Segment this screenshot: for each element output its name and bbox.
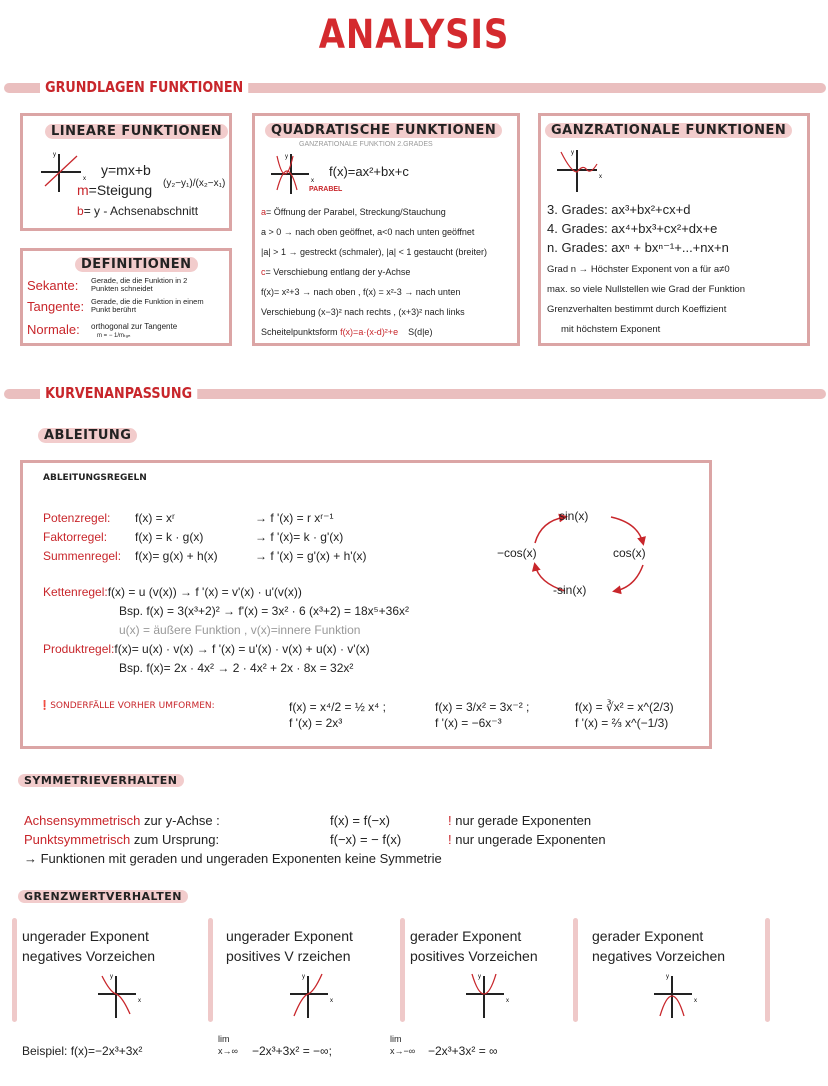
svg-text:y: y — [53, 152, 56, 158]
parabel-label: PARABEL — [309, 186, 343, 193]
note-line: f(x)= x²+3 → nach oben , f(x) = x²-3 → nach unten — [261, 287, 461, 297]
case-line: gerader Exponent — [592, 928, 704, 944]
case-f: f(x) = x⁴/2 = ½ x⁴ ; — [289, 700, 387, 714]
case-line: positives Vorzeichen — [410, 948, 538, 964]
svg-text:y: y — [478, 974, 481, 980]
rule-name: Kettenregel: — [43, 585, 108, 599]
note-line: |a| > 1 → gestreckt (schmaler), |a| < 1 gestaucht (breiter) — [261, 247, 487, 257]
term: Normale: — [27, 322, 80, 337]
case-line: negatives Vorzeichen — [592, 948, 726, 964]
rule-name: Summenregel: — [43, 549, 122, 563]
cycle-cos: cos(x) — [613, 546, 646, 560]
sonderfaelle-label — [39, 701, 215, 711]
case-d: f '(x) = ⅔ x^(−1/3) — [575, 716, 669, 730]
svg-text:x: x — [506, 998, 509, 1004]
symmetry-row — [24, 830, 606, 849]
scheitel-formula: f(x)=a·(x-d)²+e — [340, 327, 399, 337]
cycle-neg-cos: −cos(x) — [497, 546, 537, 560]
svg-text:x: x — [138, 998, 141, 1004]
lim-expression: −2x³+3x² = ∞ — [428, 1044, 498, 1058]
quadratisch-heading: QUADRATISCHE FUNKTIONEN — [265, 123, 502, 138]
definitionen-heading: DEFINITIONEN — [75, 257, 198, 272]
lineare-box — [20, 113, 232, 231]
sonderfall-case — [575, 699, 674, 731]
graph-odd-negative-icon — [92, 972, 148, 1020]
definition-item — [27, 276, 188, 295]
definition-item — [27, 297, 204, 316]
rule-row — [43, 547, 367, 566]
case-f: f(x) = 3/x² = 3x⁻² ; — [435, 700, 530, 714]
divider — [12, 918, 17, 1022]
linear-formula: y=mx+b — [101, 162, 151, 178]
rule-formula: f(x) = u (v(x)) → f '(x) = v'(x) · u'(v(x)) — [107, 585, 302, 599]
rule-formula: f(x)= u(x) · v(x) → f '(x) = u'(x) · v(x) + u(x) · v'(x) — [114, 642, 370, 656]
rule-f: f(x)= g(x) + h(x) — [135, 549, 218, 563]
ableitungsregeln-heading: ABLEITUNGSREGELN — [43, 473, 147, 483]
note-line: = Öffnung der Parabel, Streckung/Stauchung — [266, 207, 446, 217]
lineare-heading: LINEARE FUNKTIONEN — [45, 124, 228, 139]
exclamation-icon: ! — [448, 813, 452, 828]
slope-fraction: (y₂−y₁)/(x₂−x₁) — [163, 178, 226, 189]
svg-text:x: x — [694, 998, 697, 1004]
polynomial-graph-icon — [555, 148, 611, 194]
svg-text:y: y — [666, 974, 669, 980]
svg-text:x: x — [83, 176, 86, 182]
symmetry-row — [24, 811, 606, 830]
sonderfall-case — [435, 699, 529, 731]
ableitung-heading: ABLEITUNG — [38, 428, 137, 443]
note-line: mit höchstem Exponent — [561, 324, 661, 335]
symmetry-formula: f(x) = f(−x) — [330, 813, 390, 828]
case-line: positives V rzeichen — [226, 948, 351, 964]
case-d: f '(x) = −6x⁻³ — [435, 716, 502, 730]
page-title: ANALYSIS — [318, 12, 510, 58]
symmetry-rest: zur y-Achse : — [143, 813, 220, 828]
symmetrie-rows — [24, 811, 606, 868]
case-d: f '(x) = 2x³ — [289, 716, 343, 730]
lim-label: lim — [218, 1034, 230, 1044]
lim-sub: x→∞ — [218, 1046, 238, 1056]
beispiel-function: Beispiel: f(x)=−2x³+3x² — [22, 1044, 143, 1058]
lim-expression: −2x³+3x² = −∞; — [252, 1044, 332, 1058]
svg-text:x: x — [311, 178, 314, 184]
case-line: gerader Exponent — [410, 928, 522, 944]
graph-odd-positive-icon — [284, 972, 340, 1020]
section-title-grundlagen: GRUNDLAGEN FUNKTIONEN — [40, 78, 248, 96]
grade-line: 4. Grades: ax⁴+bx³+cx²+dx+e — [547, 221, 718, 236]
c-label: c — [261, 267, 266, 277]
note-line: Grad n → Höchster Exponent von a für a≠0 — [547, 264, 730, 275]
quadratisch-notes — [261, 202, 487, 342]
desc: Gerade, die die Funktion in 2 Punkten schneidet — [91, 276, 188, 293]
rule-f: f(x) = xʳ — [135, 511, 175, 525]
grenzwert-heading: GRENZWERTVERHALTEN — [18, 890, 188, 903]
symmetry-term: Achsensymmetrisch — [24, 813, 141, 828]
symmetry-formula: f(−x) = − f(x) — [330, 832, 402, 847]
note-line: max. so viele Nullstellen wie Grad der Funktion — [547, 284, 746, 295]
divider — [400, 918, 405, 1022]
b-text: = y - Achsenabschnitt — [83, 204, 199, 218]
ganzrational-notes — [547, 260, 745, 340]
case-line: ungerader Exponent — [226, 928, 353, 944]
limit-case — [592, 926, 725, 966]
symmetrie-heading: SYMMETRIEVERHALTEN — [18, 774, 184, 787]
rule-example: Bsp. f(x) = 3(x³+2)² → f'(x) = 3x² · 6 (x³+2) = 18x⁵+36x² — [119, 604, 410, 618]
quadratisch-box — [252, 113, 520, 346]
svg-text:y: y — [285, 154, 288, 160]
note-line: a > 0 → nach oben geöffnet, a<0 nach unten geöffnet — [261, 227, 475, 237]
ableitungsregeln-box — [20, 460, 712, 749]
exclamation-icon: ❗ — [39, 701, 51, 711]
limit-case — [226, 926, 353, 966]
cycle-sin: sin(x) — [559, 509, 589, 523]
divider — [573, 918, 578, 1022]
rule-d: → f '(x) = r xʳ⁻¹ — [255, 511, 334, 525]
sonderfall-case — [289, 699, 386, 731]
svg-text:y: y — [110, 974, 113, 980]
exclamation-icon: ! — [448, 832, 452, 847]
limit-case — [22, 926, 155, 966]
note-line: Verschiebung (x−3)² nach rechts , (x+3)² nach links — [261, 307, 465, 317]
lim-sub: x→−∞ — [390, 1046, 416, 1056]
graph-even-negative-icon — [648, 972, 704, 1020]
rule-d: → f '(x) = g'(x) + h'(x) — [255, 549, 367, 563]
rule-name: Potenzregel: — [43, 511, 111, 525]
rule-d: → f '(x)= k · g'(x) — [255, 530, 344, 544]
term: Sekante: — [27, 278, 79, 293]
sonder-text: SONDERFÄLLE VORHER UMFORMEN: — [50, 701, 215, 711]
desc: orthogonal zur Tangente — [91, 322, 178, 331]
case-line: ungerader Exponent — [22, 928, 149, 944]
symmetry-conclusion: → Funktionen mit geraden und ungeraden Exponenten keine Symmetrie — [24, 851, 442, 866]
note-line: = Verschiebung entlang der y-Achse — [265, 267, 411, 277]
m-text: =Steigung — [88, 182, 153, 198]
divider — [765, 918, 770, 1022]
rule-row — [43, 509, 367, 528]
note-line: Grenzverhalten bestimmt durch Koeffizient — [547, 304, 727, 315]
scheitel-label: Scheitelpunktsform — [261, 327, 338, 337]
case-f: f(x) = ∛x² = x^(2/3) — [575, 700, 674, 714]
symmetry-rest: zum Ursprung: — [133, 832, 220, 847]
limit-case — [410, 926, 538, 966]
svg-text:x: x — [330, 998, 333, 1004]
rule-f: f(x) = k · g(x) — [135, 530, 204, 544]
b-label: b — [77, 204, 84, 218]
rule-row — [43, 528, 367, 547]
kettenregel — [43, 583, 409, 678]
svg-text:x: x — [599, 174, 602, 180]
section-title-kurvenanpassung: KURVENANPASSUNG — [40, 384, 197, 402]
scheitel-point: S(d|e) — [408, 327, 433, 337]
rule-name: Produktregel: — [43, 642, 115, 656]
rule-example: Bsp. f(x)= 2x · 4x² → 2 · 4x² + 2x · 8x = 32x² — [119, 661, 354, 675]
rule-note: u(x) = äußere Funktion , v(x)=innere Funktion — [119, 623, 361, 637]
symmetry-note: nur ungerade Exponenten — [455, 832, 606, 847]
grade-line: 3. Grades: ax³+bx²+cx+d — [547, 202, 691, 217]
basic-rules — [43, 509, 367, 566]
a-label: a — [261, 207, 267, 217]
case-line: negatives Vorzeichen — [22, 948, 156, 964]
rule-name: Faktorregel: — [43, 530, 108, 544]
normal-slope: m = − 1/mₜₐₙ — [97, 333, 131, 339]
svg-text:y: y — [571, 150, 574, 156]
cycle-neg-sin: -sin(x) — [553, 583, 587, 597]
definitionen-box — [20, 248, 232, 346]
quadratisch-subheading: GANZRATIONALE FUNKTION 2.GRADES — [299, 141, 433, 148]
desc: Gerade, die die Funktion in einem Punkt berührt — [91, 297, 204, 314]
lim-label: lim — [390, 1034, 402, 1044]
graph-even-positive-icon — [460, 972, 516, 1020]
ganzrational-box — [538, 113, 810, 346]
divider — [208, 918, 213, 1022]
svg-text:y: y — [302, 974, 305, 980]
quadratic-formula: f(x)=ax²+bx+c — [329, 164, 409, 179]
symmetry-note: nur gerade Exponenten — [455, 813, 592, 828]
definition-item — [27, 321, 178, 339]
m-label: m — [77, 182, 89, 198]
term: Tangente: — [27, 299, 85, 314]
symmetry-term: Punktsymmetrisch — [24, 832, 131, 847]
grade-line: n. Grades: axⁿ + bxⁿ⁻¹+...+nx+n — [547, 240, 729, 255]
grades-list — [547, 200, 729, 257]
ganzrational-heading: GANZRATIONALE FUNKTIONEN — [545, 123, 792, 138]
